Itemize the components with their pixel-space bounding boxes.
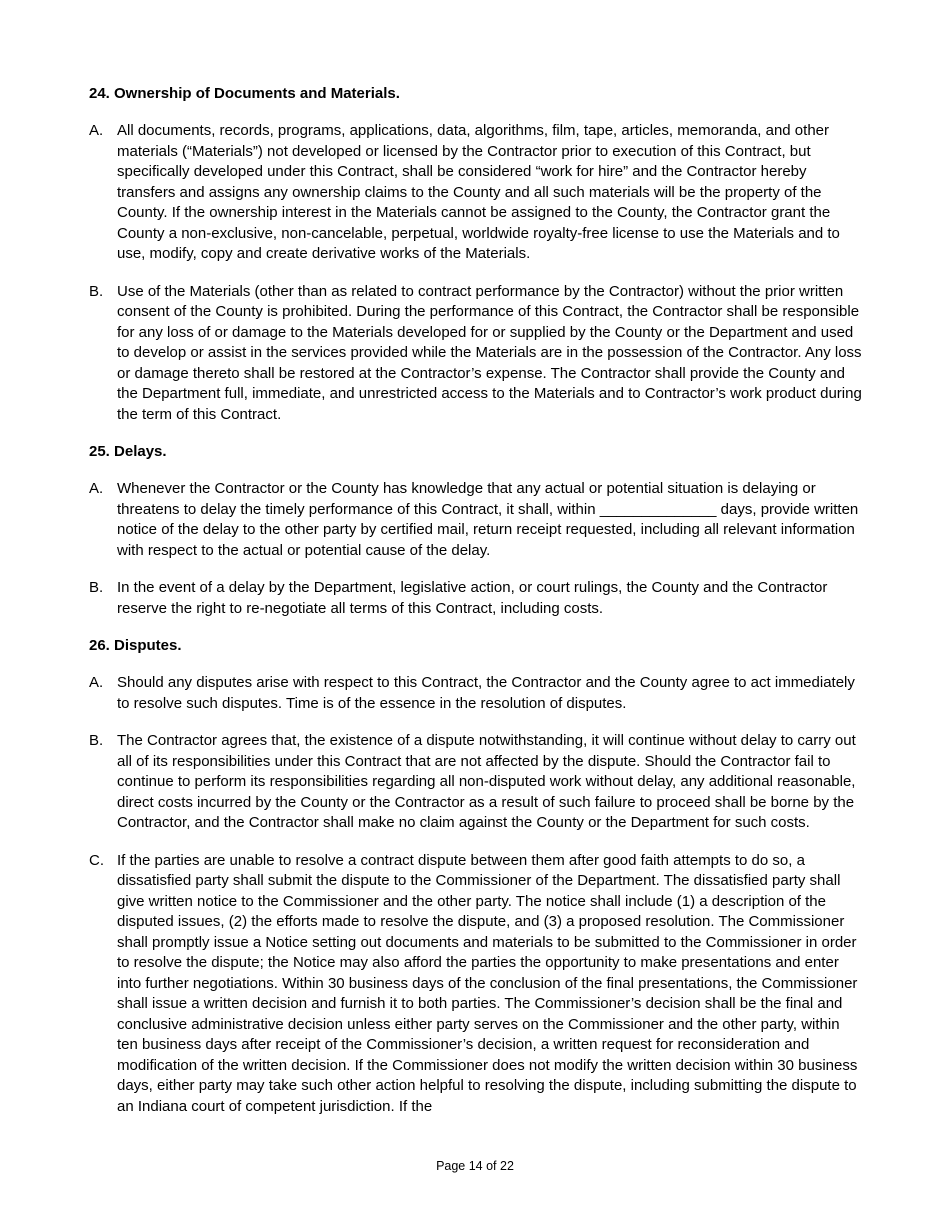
clause-letter: A. xyxy=(89,122,104,139)
clause-item xyxy=(89,121,864,265)
clause-text: Whenever the Contractor or the County has knowledge that any actual or potential situation is delaying or threatens to delay the timely performance of this Contract, it shall, within ______________ days, provide written notice of the delay to the other party by certified mail, return receipt requested, including all relevant information with respect to the actual or potential cause of the delay. xyxy=(117,480,859,559)
clause-text: In the event of a delay by the Department, legislative action, or court rulings, the County and the Contractor reserve the right to re-negotiate all terms of this Contract, including costs. xyxy=(117,579,828,617)
clause-text: All documents, records, programs, applications, data, algorithms, film, tape, articles, memoranda, and other materials (“Materials”) not developed or licensed by the Contractor prior to execution of this Contract, but specifically developed under this Contract, shall be considered “work for hire” and the Contractor hereby transfers and assigns any ownership claims to the County and all such materials will be the property of the County. If the ownership interest in the Materials cannot be assigned to the County, the Contractor grant the County a non-exclusive, non-cancelable, perpetual, worldwide royalty-free license to use the Materials and to use, modify, copy and create derivative works of the Materials. xyxy=(117,122,840,262)
clause-letter: B. xyxy=(89,579,104,596)
section-heading: 26. Disputes. xyxy=(89,637,182,654)
document-page xyxy=(89,84,864,1134)
section-heading: 24. Ownership of Documents and Materials. xyxy=(89,85,400,102)
section-26-disputes xyxy=(89,636,864,1117)
clause-item xyxy=(89,479,864,561)
clause-letter: B. xyxy=(89,282,104,300)
clause-item xyxy=(89,282,864,426)
clause-text: The Contractor agrees that, the existence of a dispute notwithstanding, it will continue without delay to carry out all of its responsibilities under this Contract that are not affected by the dispute. Should the Contractor fail to continue to perform its responsibilities regarding all non-disputed work without delay, any additional reasonable, direct costs incurred by the County or the Contractor as a result of such failure to proceed shall be borne by the Contractor, and the Contractor shall make no claim against the County or the Department for such costs. xyxy=(117,732,856,831)
clause-item xyxy=(89,851,864,1118)
clause-letter: B. xyxy=(89,732,104,749)
clause-letter: A. xyxy=(89,674,104,691)
clause-letter: A. xyxy=(89,480,104,497)
clause-item xyxy=(89,673,864,714)
section-25-delays xyxy=(89,442,864,619)
section-24-ownership xyxy=(89,84,864,425)
clause-text: Use of the Materials (other than as related to contract performance by the Contractor) without the prior written consent of the County is prohibited. During the performance of this Contract, the Contractor shall be responsible for any loss of or damage to the Materials developed for or supplied by the County or the Department and used to develop or assist in the services provided while the Materials are in the possession of the Contractor. Any loss or damage thereto shall be restored at the Contractor’s expense. The Contractor shall provide the County and the Department full, immediate, and unrestricted access to the Materials and to Contractor’s work product during the term of this Contract. xyxy=(117,282,862,423)
clause-text: Should any disputes arise with respect to this Contract, the Contractor and the County agree to act immediately to resolve such disputes. Time is of the essence in the resolution of disputes. xyxy=(117,674,855,712)
clause-item xyxy=(89,731,864,834)
clause-letter: C. xyxy=(89,851,104,869)
clause-item xyxy=(89,578,864,619)
clause-text: If the parties are unable to resolve a contract dispute between them after good faith attempts to do so, a dissatisfied party shall submit the dispute to the Commissioner of the Department. The dissatisfied party shall give written notice to the Commissioner and the other party. The notice shall include (1) a description of the disputed issues, (2) the efforts made to resolve the dispute, and (3) a proposed resolution. The Commissioner shall promptly issue a Notice setting out documents and materials to be submitted to the Commissioner in order to resolve the dispute; the Notice may also afford the parties the opportunity to make presentations and enter into further negotiations. Within 30 business days of the conclusion of the final presentations, the Commissioner shall issue a written decision and furnish it to both parties. The Commissioner’s decision shall be the final and conclusive administrative decision unless either party serves on the Commissioner and the other party, within ten business days after receipt of the Commissioner’s decision, a written request for reconsideration and modification of the written decision. If the Commissioner does not modify the written decision within 30 business days, either party may take such other action helpful to resolving the dispute, including submitting the dispute to an Indiana court of competent jurisdiction. If the xyxy=(117,851,858,1115)
section-heading: 25. Delays. xyxy=(89,443,167,460)
page-number: Page 14 of 22 xyxy=(436,1159,514,1173)
